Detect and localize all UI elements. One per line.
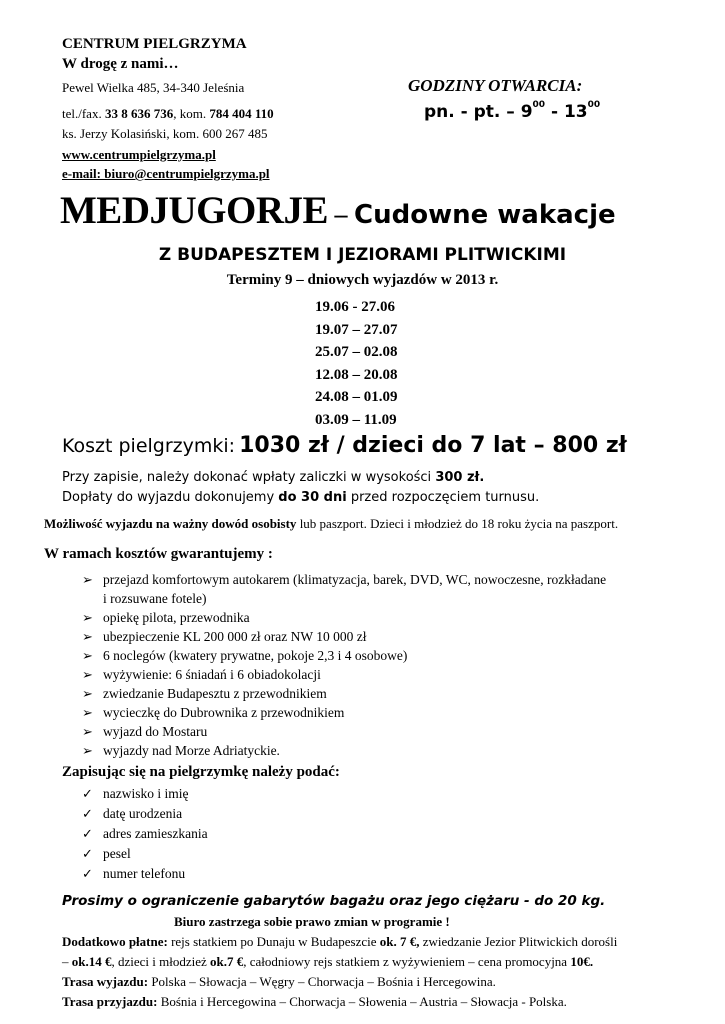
- arrow-bullet-icon: ➢: [82, 648, 93, 663]
- list-item-text: opiekę pilota, przewodnika: [103, 610, 250, 625]
- payment-line: [62, 490, 539, 505]
- date-item: 24.08 – 01.09: [315, 389, 398, 405]
- extra-price: ok.14 €: [71, 954, 112, 969]
- check-item-text: adres zamieszkania: [103, 826, 208, 841]
- phone-line: [62, 106, 274, 122]
- extra-text: zwiedzanie Jezior Plitwickich dorośli: [419, 934, 618, 949]
- tel-number: 33 8 636 736: [104, 106, 174, 121]
- date-item: 25.07 – 02.08: [315, 344, 398, 360]
- route-out: [62, 974, 496, 990]
- id-note-rest: lub paszport. Dzieci i młodzież do 18 roku życia na paszport.: [296, 516, 619, 531]
- extra-price: ok. 7 €,: [379, 934, 420, 949]
- deposit-amount: 300 zł.: [435, 470, 485, 485]
- date-item: 19.06 - 27.06: [315, 299, 395, 315]
- arrow-bullet-icon: ➢: [82, 686, 93, 701]
- terms-heading: Terminy 9 – dniowych wyjazdów w 2013 r.: [226, 272, 499, 288]
- hours-days: pn. - pt. – 9: [424, 102, 533, 122]
- list-item-text: 6 noclegów (kwatery prywatne, pokoje 2,3 i 4 osobowe): [103, 648, 408, 663]
- arrow-bullet-icon: ➢: [82, 705, 93, 720]
- cost-line: [62, 433, 627, 458]
- hours-to-sup: 00: [587, 100, 601, 110]
- payment-post: przed rozpoczęciem turnusu.: [346, 490, 540, 505]
- hours: [424, 102, 600, 122]
- extra-text: , całodniowy rejs statkiem z wyżywieniem – cena promocyjna: [243, 954, 571, 969]
- list-item-text: wyjazd do Mostaru: [103, 724, 208, 739]
- hours-from-sup: 00: [532, 100, 546, 110]
- luggage-note: Prosimy o ograniczenie gabarytów bagażu oraz jego ciężaru - do 20 kg.: [62, 893, 606, 909]
- date-item: 03.09 – 11.09: [315, 411, 397, 428]
- title-sub: Cudowne wakacje: [354, 200, 616, 230]
- list-item-text: przejazd komfortowym autokarem (klimatyzacja, barek, DVD, WC, nowoczesne, rozkładane: [103, 572, 607, 587]
- contact-person: ks. Jerzy Kolasiński, kom. 600 267 485: [62, 126, 268, 141]
- list-item-text: wycieczkę do Dubrownika z przewodnikiem: [103, 705, 345, 720]
- deposit-text: Przy zapisie, należy dokonać wpłaty zaliczki w wysokości: [62, 470, 436, 485]
- check-icon: ✓: [82, 846, 93, 861]
- check-icon: ✓: [82, 826, 93, 841]
- email-link[interactable]: e-mail: biuro@centrumpielgrzyma.pl: [62, 166, 270, 181]
- extra-price: 10€.: [570, 954, 594, 969]
- check-item-text: numer telefonu: [103, 866, 186, 881]
- tel-label: tel./fax.: [62, 106, 102, 121]
- list-item-text: i rozsuwane fotele): [103, 591, 207, 606]
- extra-label: Dodatkowo płatne:: [62, 934, 168, 949]
- extra-price: ok.7 €: [210, 954, 244, 969]
- hours-title: GODZINY OTWARCIA:: [408, 76, 583, 95]
- arrow-bullet-icon: ➢: [82, 610, 93, 625]
- date-item: 19.07 – 27.07: [315, 321, 398, 338]
- extra-text: –: [62, 954, 72, 969]
- kom-number: 784 404 110: [209, 106, 274, 121]
- deposit-line: [62, 470, 484, 485]
- arrow-bullet-icon: ➢: [82, 667, 93, 682]
- hours-to: - 13: [545, 102, 588, 122]
- list-item-text: wyżywienie: 6 śniadań i 6 obiadokolacji: [103, 667, 321, 682]
- cost-value: 1030 zł / dzieci do 7 lat – 800 zł: [239, 433, 627, 458]
- payment-days: do 30 dni: [278, 490, 347, 505]
- route-back-label: Trasa przyjazdu:: [62, 994, 158, 1009]
- route-back-text: Bośnia i Hercegowina – Chorwacja – Słowenia – Austria – Słowacja - Polska.: [157, 994, 567, 1009]
- arrow-bullet-icon: ➢: [82, 724, 93, 739]
- arrow-bullet-icon: ➢: [82, 743, 93, 758]
- route-back: [62, 994, 567, 1010]
- title-dash: –: [328, 200, 354, 229]
- extra-text: , dzieci i młodzież: [111, 954, 211, 969]
- payment-text: Dopłaty do wyjazdu dokonujemy: [62, 490, 279, 505]
- extra-text: rejs statkiem po Dunaju w Budapeszcie: [167, 934, 380, 949]
- id-note: [44, 516, 618, 532]
- list-item-text: zwiedzanie Budapesztu z przewodnikiem: [103, 686, 327, 701]
- title-line2: Z BUDAPESZTEM I JEZIORAMI PLITWICKIMI: [158, 245, 567, 265]
- check-item-text: pesel: [103, 846, 131, 861]
- org-name: CENTRUM PIELGRZYMA: [62, 36, 247, 52]
- check-icon: ✓: [82, 806, 93, 821]
- route-out-text: Polska – Słowacja – Węgry – Chorwacja – Bośnia i Hercegowina.: [148, 974, 496, 989]
- list-item-text: wyjazdy nad Morze Adriatyckie.: [103, 743, 280, 758]
- guarantees-heading: W ramach kosztów gwarantujemy :: [44, 546, 273, 562]
- extra-line-2: [62, 954, 593, 970]
- extra-line-1: [62, 934, 617, 950]
- check-item-text: datę urodzenia: [103, 806, 183, 821]
- motto: W drogę z nami…: [62, 56, 179, 72]
- cost-label: Koszt pielgrzymki:: [62, 435, 236, 457]
- arrow-bullet-icon: ➢: [82, 572, 93, 587]
- title-main: MEDJUGORJE: [60, 189, 328, 232]
- changes-note: Biuro zastrzega sobie prawo zmian w programie !: [174, 914, 450, 929]
- kom-label: , kom.: [173, 106, 207, 121]
- dates-list: [315, 296, 398, 431]
- check-icon: ✓: [82, 786, 93, 801]
- list-item-text: ubezpieczenie KL 200 000 zł oraz NW 10 000 zł: [103, 629, 367, 644]
- arrow-bullet-icon: ➢: [82, 629, 93, 644]
- route-out-label: Trasa wyjazdu:: [62, 974, 149, 989]
- date-item: 12.08 – 20.08: [315, 366, 398, 383]
- id-note-bold: Możliwość wyjazdu na ważny dowód osobisty: [44, 516, 297, 531]
- website-link[interactable]: www.centrumpielgrzyma.pl: [62, 147, 216, 162]
- page-title: [60, 188, 616, 233]
- check-item-text: nazwisko i imię: [103, 786, 189, 801]
- address: Pewel Wielka 485, 34-340 Jeleśnia: [62, 80, 245, 95]
- signup-heading: Zapisując się na pielgrzymkę należy podać:: [62, 764, 340, 780]
- check-icon: ✓: [82, 866, 93, 881]
